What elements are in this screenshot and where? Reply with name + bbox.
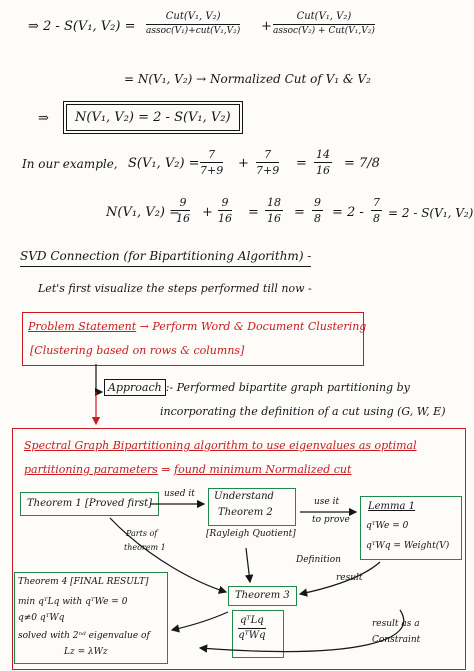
lemma-eq2: qᵀWq = Weight(V) (366, 541, 450, 551)
n-f3-numerator: 18 (267, 196, 281, 209)
used-it-label: used it (164, 489, 195, 499)
theorem1-label: theorem 1 (124, 543, 166, 552)
problem-sub: [Clustering based on rows & columns] (30, 344, 245, 357)
approach-text: :- Performed bipartite graph partitioning by (165, 381, 410, 394)
visualize-line: Let's first visualize the steps performed till now - (38, 282, 312, 295)
result-as-label: result as a (372, 619, 420, 629)
svd-heading-text: SVD Connection (for Bipartitioning Algorithm) - (20, 249, 311, 267)
spectral-line-1: Spectral Graph Bipartitioning algorithm to use eigenvalues as optimal (24, 439, 417, 452)
eq1-fraction-2 (273, 12, 375, 36)
n-f1-denominator: 16 (176, 212, 190, 225)
n-equals-2: = (294, 205, 305, 220)
spectral-found: found minimum Normalized cut (174, 463, 352, 476)
parts-of-label: Parts of (126, 529, 158, 538)
svd-heading (20, 250, 311, 262)
theorem3-numerator: qᵀLq (238, 616, 266, 629)
eq3-arrow: ⇒ (38, 111, 49, 126)
example-fraction-3 (314, 149, 332, 176)
n-equals-1: = (248, 205, 259, 220)
n-plus: + (202, 205, 213, 220)
ex-f1-denominator: 7+9 (200, 164, 224, 177)
result-label: result (336, 573, 363, 583)
n-f4-numerator: 9 (314, 196, 321, 209)
example-s-lhs: S(V₁, V₂) = (128, 156, 200, 171)
problem-statement-line (28, 321, 366, 332)
n-lhs: N(V₁, V₂) = (106, 205, 181, 220)
to-prove-label: to prove (312, 515, 350, 525)
n-fraction-1 (176, 197, 190, 224)
spectral-params: partitioning parameters (24, 463, 158, 476)
eq1-f1-denominator: assoc(V₁)+cut(V₁,V₂) (146, 26, 241, 36)
n-f4-denominator: 8 (314, 212, 321, 225)
approach-label: Approach (104, 379, 166, 396)
example-plus: + (238, 156, 249, 171)
theorem4-heading: Theorem 4 [FINAL RESULT] (18, 577, 149, 587)
n-fraction-3 (265, 197, 283, 224)
eq1-f2-denominator: assoc(V₂) + Cut(V₁,V₂) (273, 26, 375, 36)
ex-f2-denominator: 7+9 (256, 164, 280, 177)
problem-label: Problem Statement (28, 320, 137, 333)
n-fraction-4 (312, 197, 323, 224)
eq1-lhs: ⇒ 2 - S(V₁, V₂) = (28, 19, 136, 34)
theorem4-line1: min qᵀLq with qᵀWe = 0 (18, 597, 128, 607)
example-label: In our example, (22, 157, 118, 171)
arrow-problem-to-approach (96, 364, 102, 392)
n-fraction-2 (218, 197, 232, 224)
theorem4-line2: q≠0 qᵀWq (18, 613, 65, 623)
eq3-boxed-result: N(V₁, V₂) = 2 - S(V₁, V₂) (66, 104, 240, 131)
eq1-f2-numerator: Cut(V₁, V₂) (273, 12, 375, 25)
n-f5-numerator: 7 (373, 196, 380, 209)
n-f2-denominator: 16 (218, 212, 232, 225)
theorem3-box: Theorem 3 (228, 586, 297, 606)
eq1-fraction-1 (146, 12, 240, 36)
n-f5-denominator: 8 (373, 212, 380, 225)
theorem4-line3: solved with 2ⁿᵈ eigenvalue of (18, 631, 150, 641)
n-fraction-5 (371, 197, 382, 224)
problem-arrow: → (139, 320, 149, 333)
n-tail: = 2 - S(V₁, V₂) (388, 206, 474, 220)
ex-f3-denominator: 16 (316, 164, 330, 177)
spectral-arrow: ⇒ (161, 463, 171, 476)
theorem3-fraction (238, 616, 266, 641)
n-f1-numerator: 9 (176, 197, 190, 211)
theorem3-denominator: qᵀWq (238, 630, 266, 641)
ex-f3-numerator: 14 (316, 148, 330, 161)
approach-line-2: incorporating the definition of a cut using (G, W, E) (160, 405, 446, 418)
constraint-label: Constraint (372, 635, 421, 645)
example-equals: = (296, 156, 307, 171)
eq2-normalized-cut: = N(V₁, V₂) → Normalized Cut of V₁ & V₂ (124, 72, 371, 86)
example-fraction-2 (256, 149, 279, 176)
ex-f2-numerator: 7 (256, 149, 279, 163)
eq1-plus: + (261, 19, 272, 34)
n-f3-denominator: 16 (267, 212, 281, 225)
n-f2-numerator: 9 (218, 197, 232, 211)
lemma-title: Lemma 1 (368, 501, 416, 512)
use-it-label: use it (314, 497, 340, 507)
lemma-eq1: qᵀWe = 0 (366, 521, 409, 531)
spectral-line-2 (24, 464, 351, 475)
ex-f1-numerator: 7 (200, 149, 223, 163)
example-result: = 7/8 (344, 156, 380, 171)
example-fraction-1 (200, 149, 223, 176)
problem-text: Perform Word & Document Clustering (152, 320, 367, 333)
theorem4-line4: Lz = λWz (64, 647, 108, 657)
approach-line (104, 382, 410, 393)
n-middle: = 2 - (332, 205, 364, 220)
rayleigh-label: [Rayleigh Quotient] (206, 529, 296, 539)
theorem2-label: Theorem 2 (218, 507, 273, 518)
theorem1-box: Theorem 1 [Proved first] (20, 492, 159, 516)
definition-label: Definition (296, 555, 341, 565)
understand-label: Understand (214, 491, 274, 502)
eq1-f1-numerator: Cut(V₁, V₂) (146, 12, 240, 25)
